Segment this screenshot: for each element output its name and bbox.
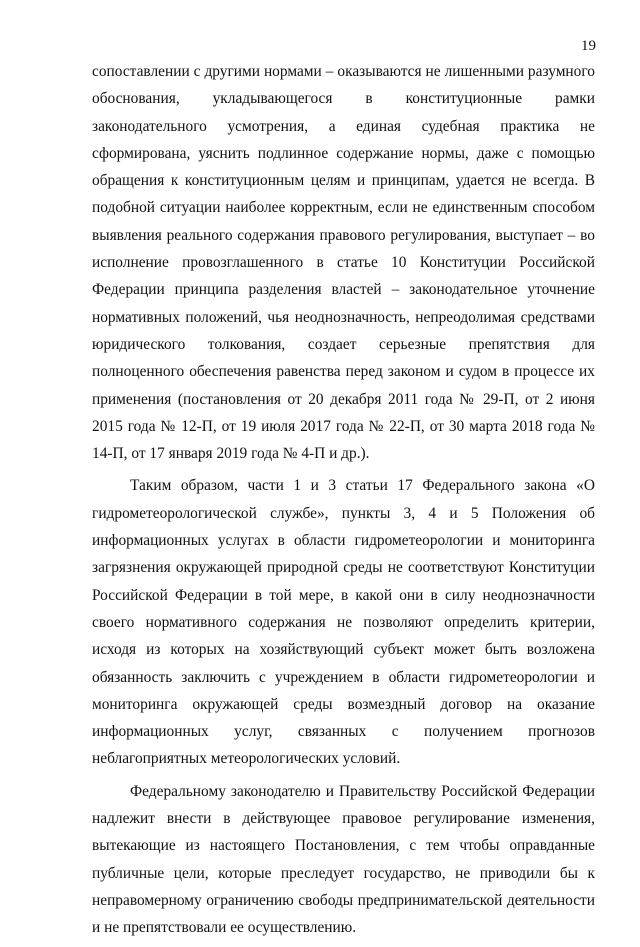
paragraph-directive: Федеральному законодателю и Правительству Российской Федерации надлежит внести в действующее правовое регулирование изменения, вытекающие из настоящего Постановления, с тем чтобы оправданные публичные цели, которые преследует государство, не приводили бы к неправомерному ограничению свободы предпринимательской деятельности и не препятствовали ее осуществлению.	[92, 782, 595, 937]
page-number: 19	[581, 38, 596, 54]
paragraph-conclusion: Таким образом, части 1 и 3 статьи 17 Федерального закона «О гидрометеорологической службе», пункты 3, 4 и 5 Положения об информационных услугах в области гидрометеорологии и мониторинга загрязнения окружающей природной среды не соответствуют Конституции Российской Федерации в той мере, в какой они в силу неоднозначности своего нормативного содержания не позволяют определить критерии, исходя из которых на хозяйствующий субъект может быть возложена обязанность заключить с учреждением в области гидрометеорологии и мониторинга окружающей среды возмездный договор на оказание информационных услуг, связанных с получением прогнозов неблагоприятных метеорологических условий.	[92, 477, 595, 768]
paragraph-continuation: сопоставлении с другими нормами – оказываются не лишенными разумного обоснования, укладывающегося в конституционные рамки законодательного усмотрения, а единая судебная практика не сформирована, уяснить подлинное содержание нормы, даже с помощью обращения к конституционным целям и принципам, удается не всегда. В подобной ситуации наиболее корректным, если не единственным способом выявления реального содержания правового регулирования, выступает – во исполнение провозглашенного в статье 10 Конституции Российской Федерации принципа разделения властей – законодательное уточнение нормативных положений, чья неоднозначность, непреодолимая средствами юридического толкования, создает серьезные препятствия для полноценного обеспечения равенства перед законом и судом в процессе их применения (постановления от 20 декабря 2011 года № 29-П, от 2 июня 2015 года № 12-П, от 19 июля 2017 года № 22-П, от 30 марта 2018 года № 14-П, от 17 января 2019 года № 4-П и др.).	[92, 63, 595, 463]
document-body	[92, 58, 595, 947]
